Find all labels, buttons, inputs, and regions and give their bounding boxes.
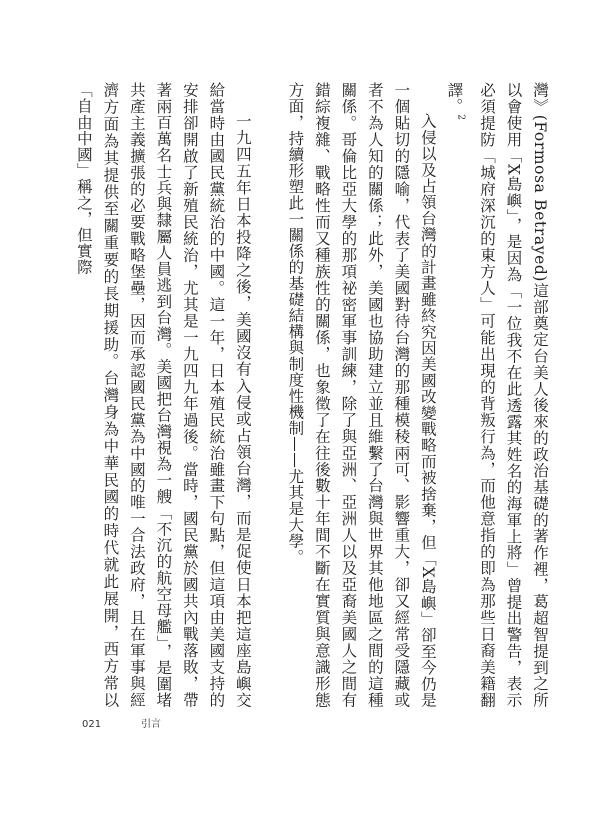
paragraph-1 (441, 82, 553, 708)
paragraph-1-text: 灣》(Formosa Betrayed)這部奠定台美人後來的政治基礎的著作裡，葛超智提到之所以會使用「X島嶼」，是因為「一位我不在此透露其姓名的海軍上將」曾提出警告，表示必須提防「城府深沉的東方人」可能出現的背叛行為，而他意指的即為那些日裔美籍翻譯。 (445, 82, 549, 708)
page-number: 021 (82, 719, 102, 730)
body-text (53, 82, 553, 708)
paragraph-3: 一九四五年日本投降之後，美國沒有入侵或占領台灣，而是促使日本把這座島嶼交給當時由國民黨統治的中國。這一年，日本殖民統治雖畫下句點，但這項由美國支持的安排卻開啟了新殖民統治，尤其是一九四九年過後。當時，國民黨於國共內戰落敗，帶著兩百萬名士兵與隸屬人員逃到台灣。美國把台灣視為一艘「不沉的航空母艦」，是圍堵共產主義擴張的必要戰略堡壘，因而承認國民黨為中國的唯一合法政府，且在軍事與經濟方面為其提供至關重要的長期援助。台灣身為中華民國的時代就此展開，西方常以「自由中國」稱之，但實際 (74, 82, 252, 708)
footnote-ref-2[interactable]: 2 (455, 114, 466, 121)
running-head: 引言 (141, 719, 161, 730)
paragraph-2: 入侵以及占領台灣的計畫雖終究因美國改變戰略而被捨棄，但「X島嶼」卻至今仍是一個貼切的隱喻，代表了美國對待台灣的那種模稜兩可、影響重大，卻又經常受隱藏或者不為人知的關係；此外，美國也協助建立並且維繫了台灣與世界其他地區之間的這種關係。哥倫比亞大學的那項祕密軍事訓練，除了與亞洲、亞洲人以及亞裔美國人之間有錯綜複雜、戰略性而又種族性的關係，也象徵了在往後數十年間不斷在實質與意識形態方面，持續形塑此一關係的基礎結構與制度性機制——尤其是大學。 (286, 82, 437, 708)
